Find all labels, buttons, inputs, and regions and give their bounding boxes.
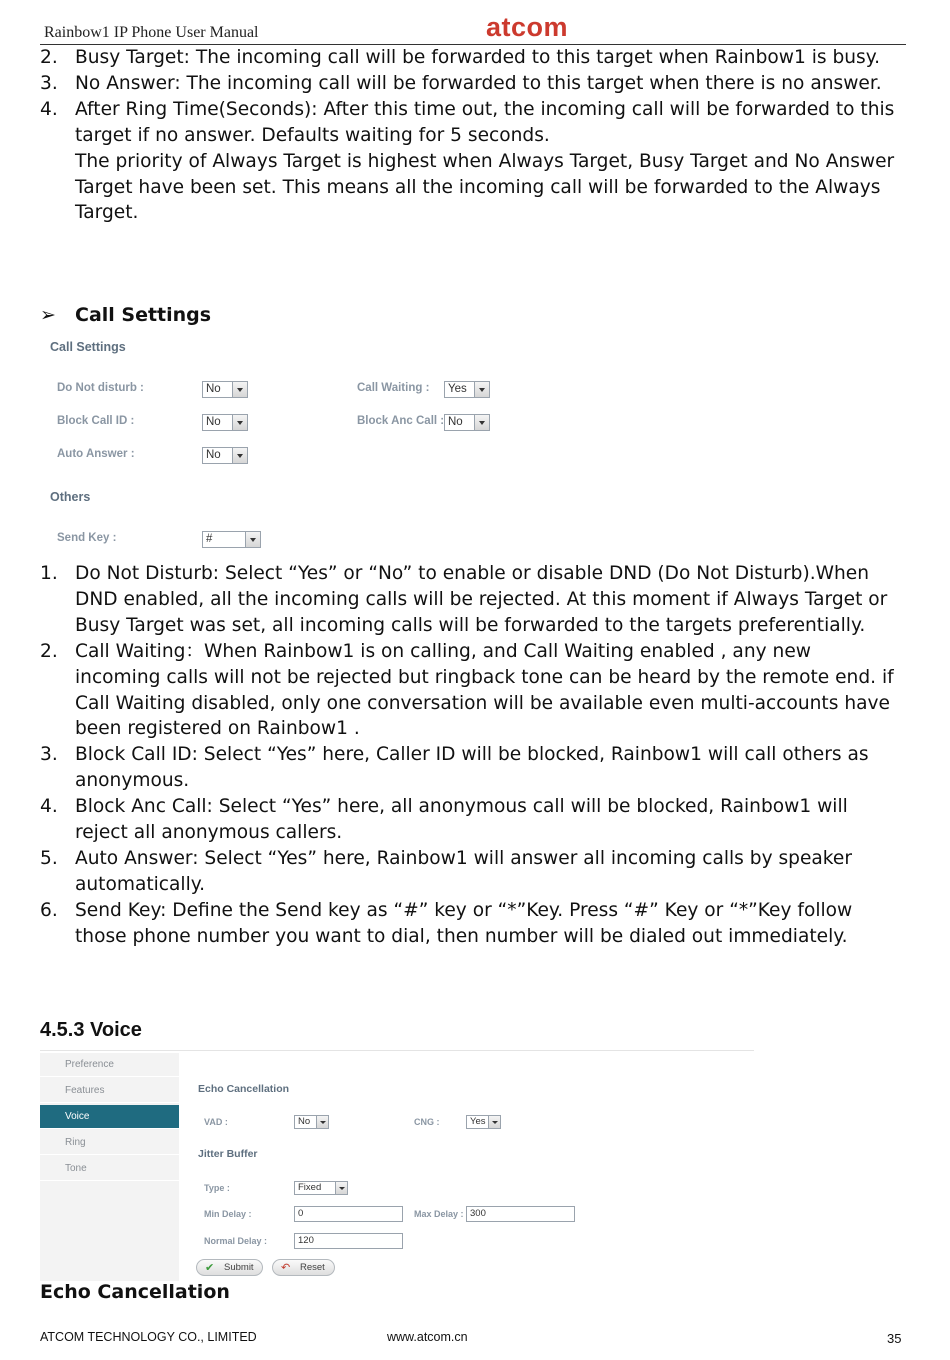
heading-text: Call Settings [75, 304, 212, 326]
min-delay-field[interactable]: 0 [294, 1206, 403, 1222]
select-value: No [206, 383, 221, 395]
select-value: Yes [448, 383, 467, 395]
chevron-down-icon[interactable] [474, 415, 489, 430]
item-text: After Ring Time(Seconds): After this time out, the incoming call will be forwarded to this target if no answer. Defaults waiting for 5 seconds. [75, 98, 895, 146]
atcom-logo: atcom [486, 12, 569, 42]
cng-label: CNG : [414, 1117, 440, 1127]
item-number: 3. [40, 72, 58, 94]
sidebar-item-tone[interactable]: Tone [40, 1157, 179, 1181]
type-label: Type : [204, 1183, 230, 1193]
jitter-buffer-title: Jitter Buffer [198, 1148, 258, 1160]
footer-company: ATCOM TECHNOLOGY CO., LIMITED [40, 1330, 257, 1344]
section-heading-voice: 4.5.3 Voice [40, 1019, 142, 1041]
dnd-select[interactable] [202, 381, 248, 398]
chevron-down-icon[interactable] [474, 382, 489, 397]
settings-sidebar [40, 1053, 179, 1281]
chevron-down-icon[interactable] [488, 1116, 500, 1128]
chevron-down-icon[interactable] [232, 415, 247, 430]
item-number: 2. [40, 47, 58, 68]
sidebar-item-features[interactable]: Features [40, 1079, 179, 1103]
send-key-label: Send Key : [57, 532, 117, 544]
min-delay-label: Min Delay : [204, 1209, 252, 1219]
list-item [40, 742, 900, 794]
call-settings-list [40, 561, 900, 950]
check-icon: ✔ [205, 1262, 215, 1274]
others-title: Others [50, 490, 91, 504]
voice-settings-screenshot [40, 1050, 754, 1280]
item-text: Block Call ID: Select “Yes” here, Caller ID will be blocked, Rainbow1 will call others as anonymous. [75, 744, 869, 792]
sidebar-item-ring[interactable]: Ring [40, 1131, 179, 1155]
sidebar-item-preference[interactable]: Preference [40, 1053, 179, 1077]
list-item [40, 898, 900, 950]
item-number: 4. [40, 98, 58, 120]
chevron-down-icon[interactable] [335, 1182, 347, 1194]
list-item [40, 794, 900, 846]
arrow-bullet-icon: ➢ [40, 304, 56, 326]
manual-title: Rainbow1 IP Phone User Manual [44, 24, 259, 41]
auto-answer-select[interactable] [202, 447, 248, 464]
item-text: Busy Target: The incoming call will be forwarded to this target when Rainbow1 is busy. [75, 47, 880, 68]
page-number: 35 [887, 1331, 902, 1346]
block-call-id-select[interactable] [202, 414, 248, 431]
item-text: Auto Answer: Select “Yes” here, Rainbow1 will answer all incoming calls by speaker automatically. [75, 847, 852, 895]
item-text: Send Key: Define the Send key as “#” key or “*”Key. Press “#” Key or “*”Key follow those phone number you want to dial, then number will be dialed out immediately. [75, 899, 853, 947]
dnd-label: Do Not disturb : [57, 382, 144, 394]
echo-cancellation-heading: Echo Cancellation [40, 1281, 230, 1303]
normal-delay-field[interactable]: 120 [294, 1233, 403, 1249]
panel-title: Call Settings [50, 340, 126, 354]
list-item [40, 639, 900, 743]
call-settings-screenshot [40, 334, 520, 560]
item-text: Call Waiting：When Rainbow1 is on calling, and Call Waiting enabled , any new incoming calls will not be rejected but ringback tone can be heard by the remote end. if Call Waiting disabled, only one conversation will be available even multi-accounts have been registered on Rainbow1 . [75, 640, 894, 740]
list-item [40, 846, 900, 898]
cng-select[interactable] [466, 1115, 501, 1129]
block-anc-label: Block Anc Call : [357, 415, 445, 427]
item-number: 4. [40, 796, 58, 818]
select-value: No [298, 1116, 311, 1127]
button-label: Submit [224, 1262, 254, 1273]
item-text: Do Not Disturb: Select “Yes” or “No” to enable or disable DND (Do Not Disturb).When DND enabled, all the incoming calls will be rejected. At this moment if Always Target or Busy Target was set, all incoming calls will be forwarded to the targets preferentially. [75, 563, 888, 636]
select-value: # [206, 533, 213, 545]
reset-button[interactable] [272, 1259, 335, 1276]
select-value: Yes [470, 1116, 486, 1127]
select-value: No [206, 449, 221, 461]
item-number: 5. [40, 847, 58, 869]
item-number: 6. [40, 899, 58, 921]
item-text: Block Anc Call: Select “Yes” here, all anonymous call will be blocked, Rainbow1 will reject all anonymous callers. [75, 796, 848, 844]
item-number: 2. [40, 640, 58, 662]
block-call-id-label: Block Call ID : [57, 415, 135, 427]
chevron-down-icon[interactable] [316, 1116, 328, 1128]
block-anc-select[interactable] [444, 414, 490, 431]
call-waiting-select[interactable] [444, 381, 490, 398]
item-number: 1. [40, 563, 58, 584]
auto-answer-label: Auto Answer : [57, 448, 135, 460]
chevron-down-icon[interactable] [232, 448, 247, 463]
chevron-down-icon[interactable] [245, 532, 260, 547]
select-value: No [448, 416, 463, 428]
item-text: No Answer: The incoming call will be forwarded to this target when there is no answer. [75, 72, 882, 94]
submit-button[interactable] [196, 1259, 263, 1276]
list-item [40, 97, 900, 149]
undo-icon: ↶ [281, 1262, 291, 1274]
max-delay-field[interactable]: 300 [466, 1206, 575, 1222]
jitter-type-select[interactable] [294, 1181, 348, 1195]
send-key-select[interactable] [202, 531, 261, 548]
max-delay-label: Max Delay : [414, 1209, 464, 1219]
priority-note: The priority of Always Target is highest when Always Target, Busy Target and No Answer Target have been set. This means all the incoming call will be forwarded to the Always Target. [75, 150, 895, 224]
call-waiting-label: Call Waiting : [357, 382, 430, 394]
button-label: Reset [300, 1262, 325, 1273]
forwarding-list [40, 45, 900, 226]
vad-select[interactable] [294, 1115, 329, 1129]
vad-label: VAD : [204, 1117, 228, 1127]
footer-url[interactable]: www.atcom.cn [387, 1330, 468, 1344]
list-item [40, 71, 900, 97]
list-item [40, 561, 900, 639]
normal-delay-label: Normal Delay : [204, 1236, 268, 1246]
item-number: 3. [40, 744, 58, 766]
sidebar-item-voice[interactable]: Voice [40, 1105, 179, 1129]
call-settings-heading [40, 304, 211, 326]
select-value: Fixed [298, 1182, 322, 1193]
chevron-down-icon[interactable] [232, 382, 247, 397]
echo-cancellation-title: Echo Cancellation [198, 1083, 290, 1095]
select-value: No [206, 416, 221, 428]
list-item [40, 45, 900, 71]
